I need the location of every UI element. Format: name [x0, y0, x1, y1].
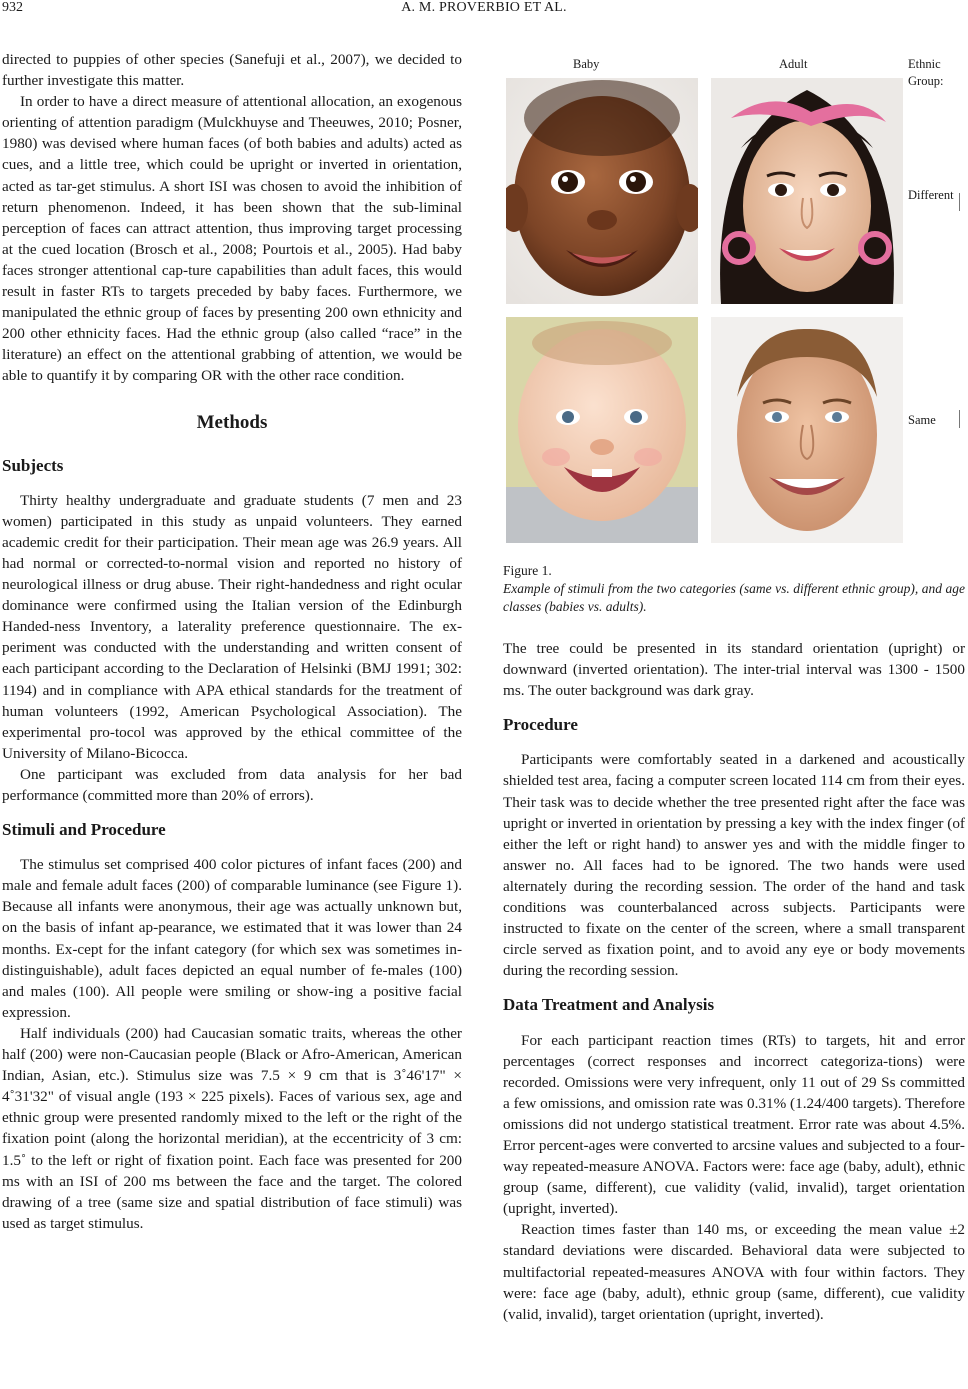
column-label-baby: Baby	[573, 57, 600, 71]
row-label-same: Same	[908, 413, 936, 427]
running-head: A. M. PROVERBIO ET AL.	[401, 0, 567, 15]
paragraph: The stimulus set comprised 400 color pictures of infant faces (200) and male and female adult faces (200) of comparable luminance (see Figure 1). Because all infants were anonymous, their age was actually unknown but, on the basis of infant ap-pearance, we estimated that it was lower than 24 months. Ex-cept for the infant category (for which sex was sometimes in-distinguishable), adult faces depicted an equal number of fe-males (100) and males (100). All people were smiling or show-ing a positive facial expression.	[2, 856, 462, 1021]
paragraph: One participant was excluded from data analysis for her bad performance (committed more than 20% of errors).	[2, 765, 462, 804]
subsection-title-data-treatment: Data Treatment and Analysis	[503, 995, 715, 1015]
face-image-adult-same	[711, 317, 903, 543]
right-column	[503, 638, 965, 1325]
left-column	[2, 49, 462, 1234]
row-header-ethnic: Ethnic	[908, 57, 941, 71]
caption-title: Figure 1.	[503, 563, 552, 578]
row-header-group: Group:	[908, 74, 944, 88]
subsection-title-procedure: Procedure	[503, 715, 578, 735]
paragraph: directed to puppies of other species (Sanefuji et al., 2007), we decided to further investigate this matter.	[2, 51, 462, 90]
face-image-adult-different	[711, 78, 903, 304]
column-label-adult: Adult	[779, 57, 808, 71]
paragraph: Half individuals (200) had Caucasian somatic traits, whereas the other half (200) were non-Caucasian people (Black or Afro-American, American Indian, Asian, etc.). Stimulus size was 7.5 × 9 cm that is 3˚46'17" × 4˚31'32" of visual angle (193 × 225 pixels). Faces of various sex, age and ethnic group were presented randomly mixed to the left or the right of the fixation point (along the horizontal meridian), at the eccentricity of 3 cm: 1.5˚ to the left or right of fixation point. Each face was presented for 200 ms with an ISI of 200 ms between the face and the target. The colored drawing of a tree (same size and spatial distribution of face stimuli) was used as target stimulus.	[2, 1024, 462, 1232]
page-number: 932	[2, 0, 23, 15]
paragraph: For each participant reaction times (RTs) to targets, hit and error percentages (correct responses and incorrect categoriza-tions) were recorded. Omissions were very infrequent, only 11 out of 29 Ss committed a few omissions, and omission rate was 0.31% (1.24/400 targets). Therefore omissions did not undergo statistical treatment. Error rate was about 4.5%. Error percent-ages were converted to arcsine values and subjected to a four-way repeated-measure ANOVA. Factors were: face age (baby, adult), ethnic group (same, different), cue validity (valid, invalid), target orientation (upright, inverted).	[503, 1031, 965, 1218]
figure-edge-mark	[959, 193, 960, 211]
paragraph: The tree could be presented in its standard orientation (upright) or downward (inverted orientation). The inter-trial interval was 1300 - 1500 ms. The outer background was dark gray.	[503, 640, 965, 700]
paragraph: Thirty healthy undergraduate and graduate students (7 men and 23 women) participated in this study as unpaid volunteers. They earned academic credit for their participation. Their mean age was 26.9 years. All had normal or corrected-to-normal vision and reported no history of neurological illness or drug abuse. Their right-handedness and right ocular dominance were confirmed using the Italian version of the Edinburgh Handed-ness Inventory, a laterality preference questionnaire. The ex-periment was conducted with the understanding and written consent of each participant according to the Declaration of Helsinki (BMJ 1991; 302: 1194) and in compliance with APA ethical standards for the treatment of human volunteers (1992, American Psychological Association). The experimental pro-tocol was approved by the ethical committee of the University of Milano-Bicocca.	[2, 491, 462, 762]
figure-edge-mark	[959, 410, 960, 428]
figure-1	[503, 50, 968, 550]
page-header	[0, 0, 968, 22]
figure-caption	[503, 562, 965, 616]
subsection-title-subjects: Subjects	[2, 455, 64, 475]
paragraph: Participants were comfortably seated in a darkened and acoustically shielded test area, facing a computer screen located 114 cm from their eyes. Their task was to decide whether the tree presented right after the face was upright or inverted in orientation by pressing a key with the index finger (of either the left or right hand) to answer yes and with the middle finger to answer no. All faces had to be ignored. The two hands were used alternately during the recording session. The order of the hand and task conditions was counterbalanced across subjects. Participants were instructed to fixate on the center of the screen, where a small transparent circle served as fixation point, and to avoid any eye or body movements during the recording session.	[503, 751, 965, 980]
section-title-methods: Methods	[196, 411, 268, 433]
subsection-title-stimuli: Stimuli and Procedure	[2, 820, 166, 840]
row-label-different: Different	[908, 188, 954, 202]
paragraph: In order to have a direct measure of attentional allocation, an exogenous orienting of attention paradigm (Mulckhuyse and Theeuwes, 2010; Posner, 1980) was devised where human faces (of both babies and adults) acted as cues, and a little tree, which could be upright or inverted in orientation, acted as tar-get stimulus. A short ISI was chosen to avoid the inhibition of return phenomenon. Indeed, it has been shown that the sub-liminal perception of faces can attract attention, thus improving target processing at the cued location (Brosch et al., 2008; Pourtois et al., 2005). Had baby faces stronger attentional cap-ture capabilities than adult faces, this would result in faster RTs to targets preceded by baby faces. Furthermore, we manipulated the ethnic group of faces by presenting 200 own ethnicity and 200 other ethnicity faces. Had the ethnic group (also called “race” in the literature) an effect on the attentional grabbing of attention, we would be able to quantify it by comparing OR with the other race condition.	[2, 93, 462, 385]
paragraph: Reaction times faster than 140 ms, or exceeding the mean value ±2 standard deviations were discarded. Behavioral data were subjected to multifactorial repeated-measures ANOVA with four within factors. They were: face age (baby, adult), ethnic group (same, different), cue validity (valid, invalid), target orientation (upright, inverted).	[503, 1221, 965, 1323]
face-image-baby-same	[506, 317, 698, 543]
caption-text: Example of stimuli from the two categories (same vs. different ethnic group), and age classes (babies vs. adults).	[503, 581, 965, 614]
face-image-baby-different	[506, 78, 698, 304]
